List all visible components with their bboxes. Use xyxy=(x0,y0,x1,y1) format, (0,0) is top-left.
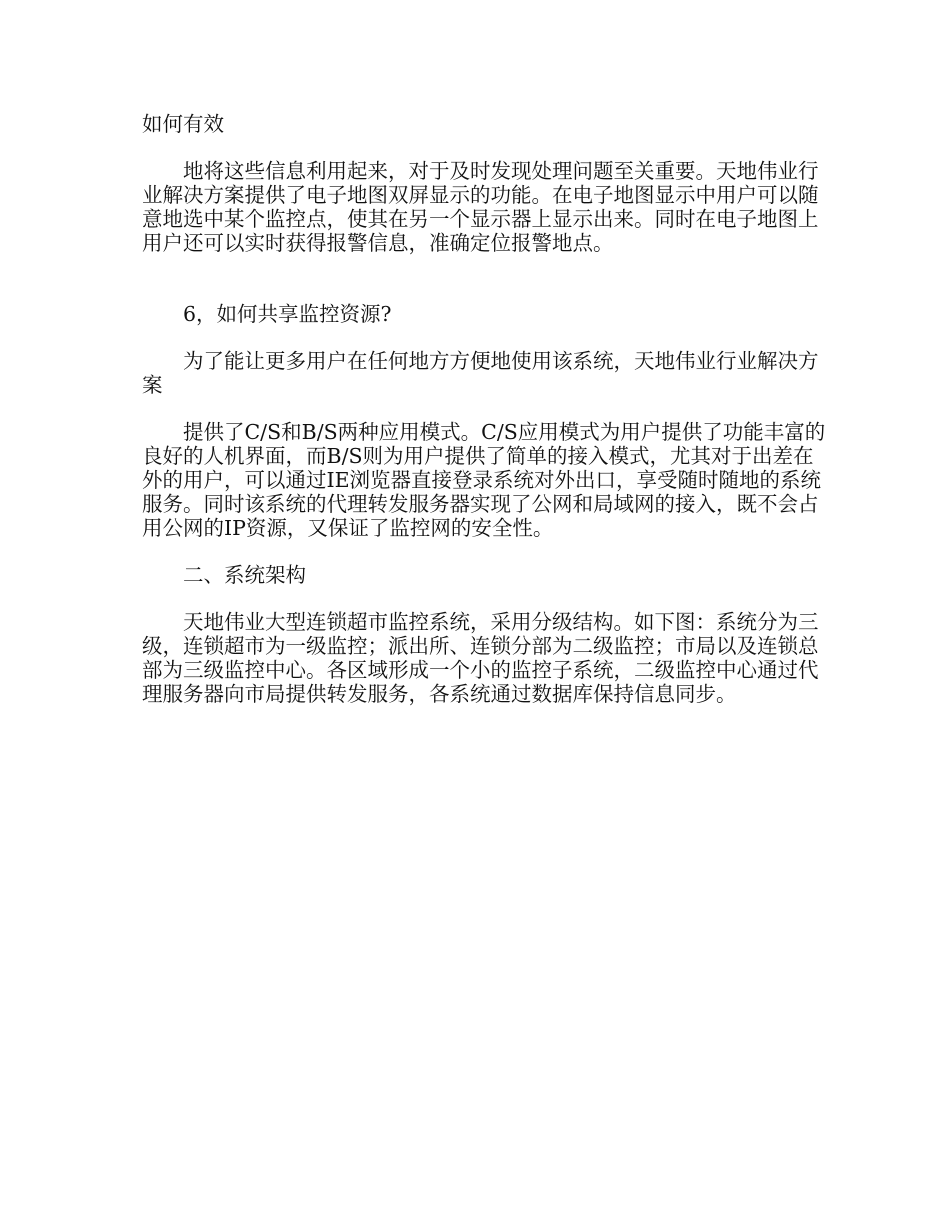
section-heading-system-architecture: 二、系统架构 xyxy=(183,563,306,587)
paragraph-sharing-intro: 为了能让更多用户在任何地方方便地使用该系统，天地伟业行业解决方案 xyxy=(142,349,819,397)
paragraph-heading-fragment: 如何有效 xyxy=(142,112,224,136)
paragraph-electronic-map: 地将这些信息利用起来，对于及时发现处理问题至关重要。天地伟业行业解决方案提供了电子地图双屏显示的功能。在电子地图显示中用户可以随意地选中某个监控点，使其在另一个显示器上显示出来。同时在电子地图上用户还可以实时获得报警信息，准确定位报警地点。 xyxy=(142,159,819,255)
paragraph-application-modes: 提供了C/S和B/S两种应用模式。C/S应用模式为用户提供了功能丰富的良好的人机界面，而B/S则为用户提供了简单的接入模式，尤其对于出差在外的用户，可以通过IE浏览器直接登录系统对外出口，享受随时随地的系统服务。同时该系统的代理转发服务器实现了公网和局域网的接入，既不会占用公网的IP资源，又保证了监控网的安全性。 xyxy=(142,420,826,540)
document-body xyxy=(142,112,832,706)
section-heading-resource-sharing: 6，如何共享监控资源? xyxy=(183,302,392,326)
paragraph-architecture: 天地伟业大型连锁超市监控系统，采用分级结构。如下图：系统分为三级，连锁超市为一级监控；派出所、连锁分部为二级监控；市局以及连锁总部为三级监控中心。各区域形成一个小的监控子系统，二级监控中心通过代理服务器向市局提供转发服务，各系统通过数据库保持信息同步。 xyxy=(142,610,819,706)
